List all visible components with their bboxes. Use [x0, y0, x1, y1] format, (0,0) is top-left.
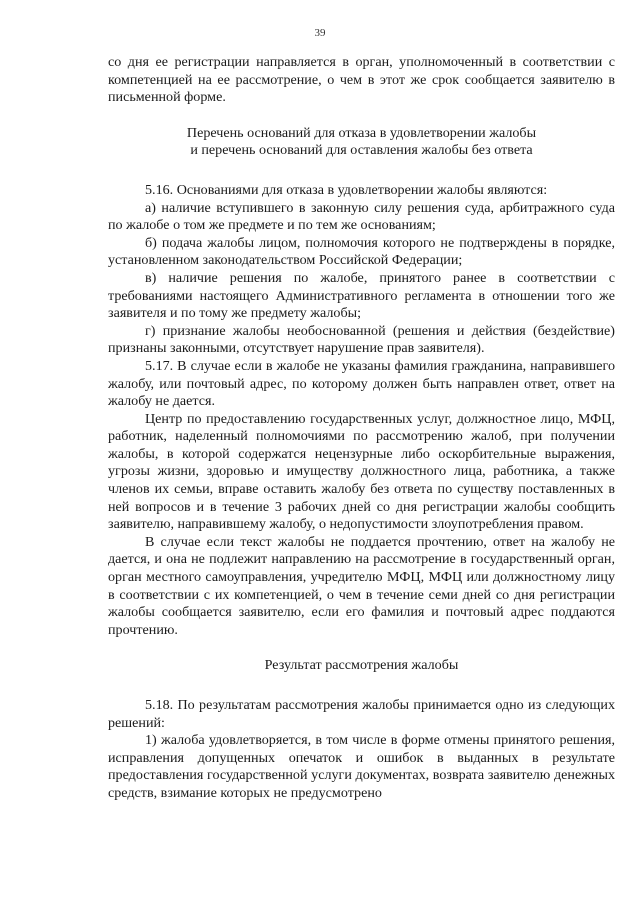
- paragraph-5-17: 5.17. В случае если в жалобе не указаны фамилия гражданина, направившего жалобу, или почтовый адрес, по которому должен быть направлен ответ, ответ на жалобу не дается.: [108, 357, 615, 410]
- list-item-a: а) наличие вступившего в законную силу решения суда, арбитражного суда по жалобе о том же предмете и по тем же основаниям;: [108, 199, 615, 234]
- paragraph-center-services: Центр по предоставлению государственных услуг, должностное лицо, МФЦ, работник, наделенный полномочиями по рассмотрению жалоб, при получении жалобы, в которой содержатся нецензурные либо оскорбительные выражения, угрозы жизни, здоровью и имуществу должностного лица, работника, а также членов их семьи, вправе оставить жалобу без ответа по существу поставленных в ней вопросов и в течение 3 рабочих дней со дня регистрации жалобы сообщить заявителю, направившему жалобу, о недопустимости злоупотребления правом.: [108, 410, 615, 533]
- list-item-1: 1) жалоба удовлетворяется, в том числе в форме отмены принятого решения, исправления допущенных опечаток и ошибок в выданных в результате предоставления государственной услуги документах, возврата заявителю денежных средств, взимание которых не предусмотрено: [108, 732, 615, 801]
- list-item-b: б) подача жалобы лицом, полномочия которого не подтверждены в порядке, установленном законодательством Российской Федерации;: [108, 234, 615, 269]
- document-body: [108, 54, 615, 803]
- intro-paragraph: со дня ее регистрации направляется в орган, уполномоченный в соответствии с компетенцией на ее рассмотрение, о чем в этот же срок сообщается заявителю в письменной форме.: [108, 54, 615, 106]
- paragraph-unreadable-text: В случае если текст жалобы не поддается прочтению, ответ на жалобу не дается, и она не подлежит направлению на рассмотрение в государственный орган, орган местного самоуправления, учредителю МФЦ, МФЦ или должностному лицу в соответствии с их компетенцией, о чем в течение семи дней со дня регистрации жалобы сообщается заявителю, если его фамилия и почтовый адрес поддаются прочтению.: [108, 533, 615, 638]
- section-heading-result: Результат рассмотрения жалобы: [264, 657, 459, 674]
- paragraph-5-18: 5.18. По результатам рассмотрения жалобы принимается одно из следующих решений:: [108, 697, 615, 731]
- section-heading-refusal-line1: Перечень оснований для отказа в удовлетворении жалобы: [186, 124, 537, 141]
- page-number: 39: [314, 27, 326, 39]
- list-item-v: в) наличие решения по жалобе, принятого ранее в соответствии с требованиями настоящего Административного регламента в отношении того же заявителя и по тому же предмету жалобы;: [108, 269, 615, 322]
- list-item-g: г) признание жалобы необоснованной (решения и действия (бездействие) признаны законными, отсутствует нарушение прав заявителя).: [108, 322, 615, 357]
- paragraph-5-16: 5.16. Основаниями для отказа в удовлетворении жалобы являются:: [145, 181, 548, 198]
- section-heading-refusal-line2: и перечень оснований для оставления жалобы без ответа: [190, 142, 533, 159]
